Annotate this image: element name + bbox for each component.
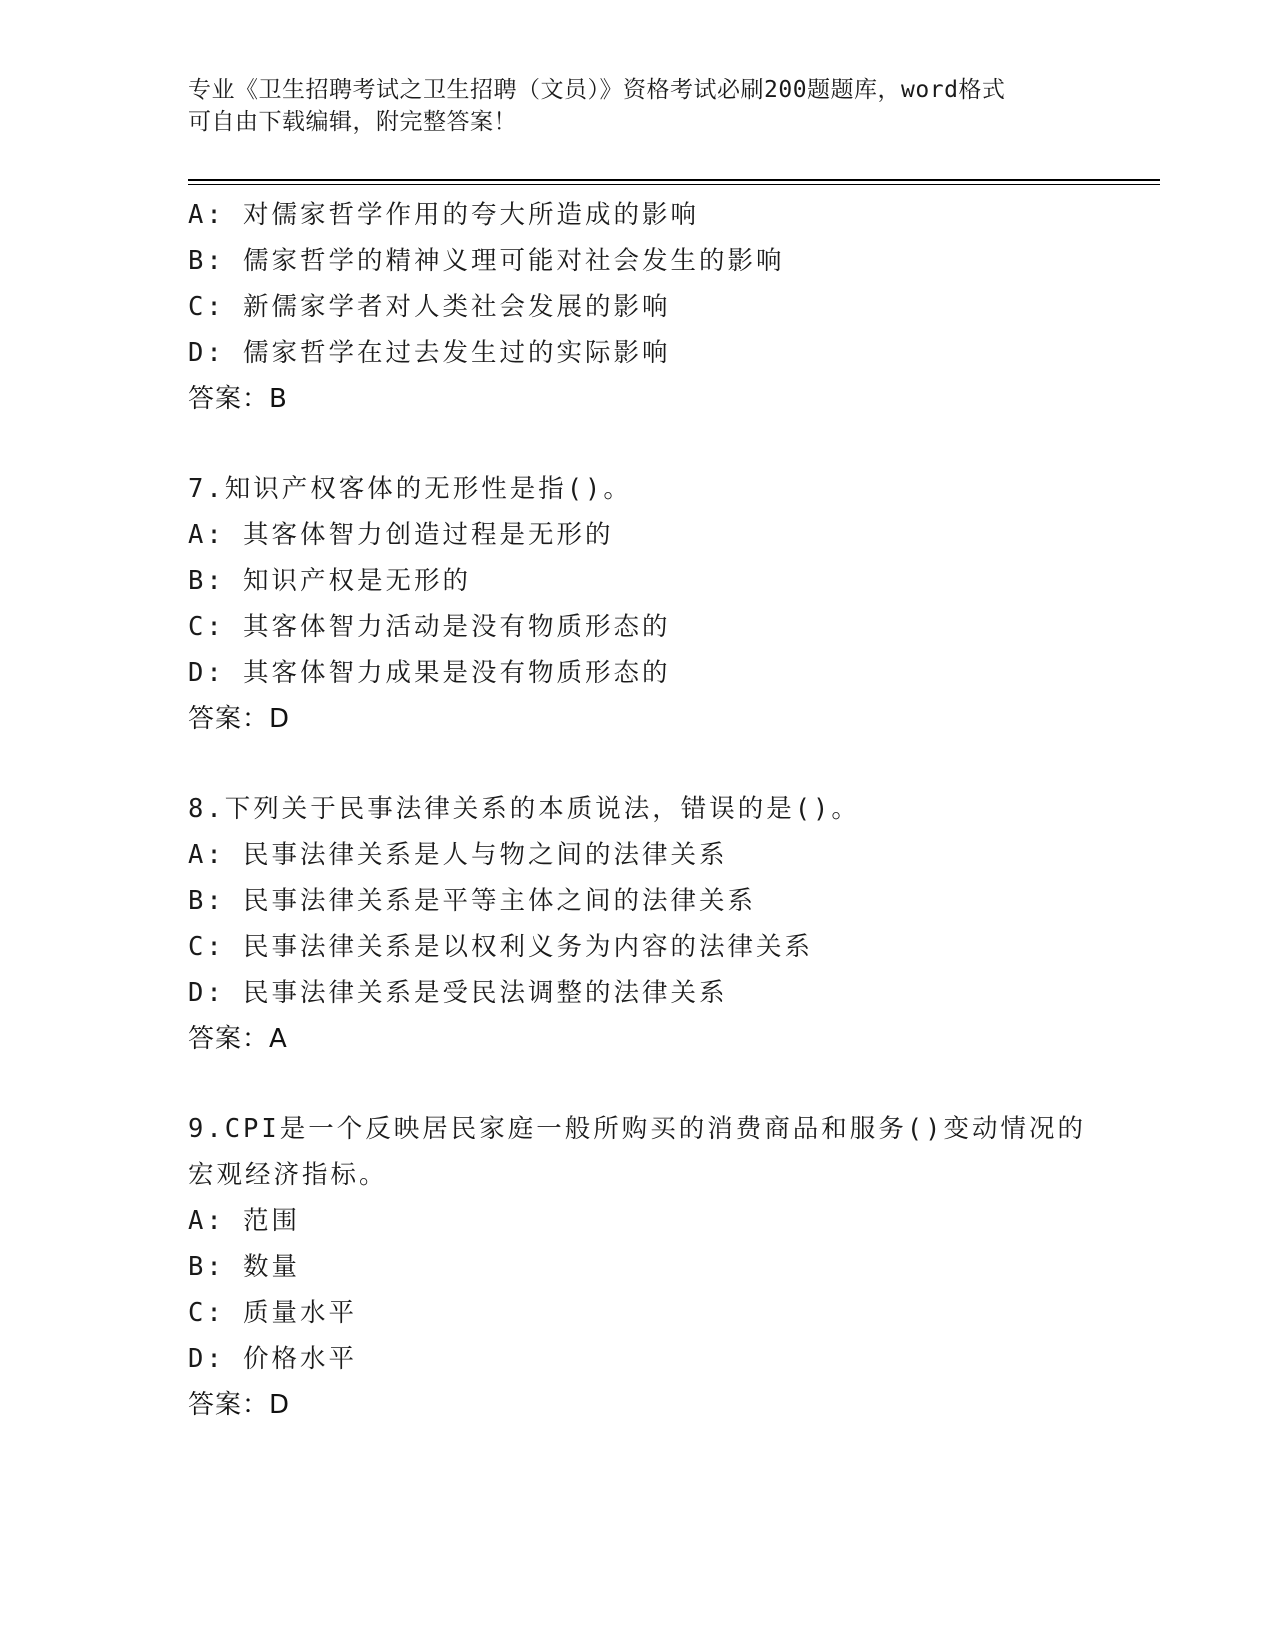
option-a: A: 对儒家哲学作用的夸大所造成的影响 xyxy=(188,200,700,230)
header-divider-thin xyxy=(188,184,1160,185)
question-7-block xyxy=(188,466,1148,742)
question-stem-line-2: 宏观经济指标。 xyxy=(188,1160,388,1190)
header-line-1: 专业《卫生招聘考试之卫生招聘（文员）》资格考试必刷200题题库，word格式 xyxy=(188,77,1006,103)
option-d: D: 价格水平 xyxy=(188,1344,358,1374)
option-c: C: 民事法律关系是以权利义务为内容的法律关系 xyxy=(188,932,814,962)
option-b: B: 民事法律关系是平等主体之间的法律关系 xyxy=(188,886,757,916)
option-b: B: 儒家哲学的精神义理可能对社会发生的影响 xyxy=(188,246,785,276)
option-d: D: 民事法律关系是受民法调整的法律关系 xyxy=(188,978,728,1008)
question-stem-line-1: 9.CPI是一个反映居民家庭一般所购买的消费商品和服务()变动情况的 xyxy=(188,1114,1086,1144)
option-c: C: 新儒家学者对人类社会发展的影响 xyxy=(188,292,671,322)
spacer xyxy=(188,1062,1148,1106)
answer-label: 答案：D xyxy=(188,1390,291,1420)
question-9-block xyxy=(188,1106,1148,1428)
option-a: A: 民事法律关系是人与物之间的法律关系 xyxy=(188,840,728,870)
option-d: D: 其客体智力成果是没有物质形态的 xyxy=(188,658,671,688)
option-c: C: 质量水平 xyxy=(188,1298,358,1328)
answer-label: 答案：A xyxy=(188,1024,288,1054)
header-line-2: 可自由下载编辑，附完整答案！ xyxy=(188,109,517,135)
question-stem: 8.下列关于民事法律关系的本质说法，错误的是()。 xyxy=(188,794,860,824)
document-header xyxy=(188,74,1088,138)
answer-label: 答案：D xyxy=(188,704,291,734)
option-d: D: 儒家哲学在过去发生过的实际影响 xyxy=(188,338,671,368)
option-b: B: 数量 xyxy=(188,1252,301,1282)
option-b: B: 知识产权是无形的 xyxy=(188,566,472,596)
spacer xyxy=(188,422,1148,466)
spacer xyxy=(188,742,1148,786)
question-stem: 7.知识产权客体的无形性是指()。 xyxy=(188,474,632,504)
option-c: C: 其客体智力活动是没有物质形态的 xyxy=(188,612,671,642)
question-8-block xyxy=(188,786,1148,1062)
answer-label: 答案：B xyxy=(188,384,288,414)
header-divider-thick xyxy=(188,179,1160,181)
question-6-block xyxy=(188,192,1148,422)
option-a: A: 范围 xyxy=(188,1206,301,1236)
option-a: A: 其客体智力创造过程是无形的 xyxy=(188,520,614,550)
question-list xyxy=(188,192,1148,1428)
